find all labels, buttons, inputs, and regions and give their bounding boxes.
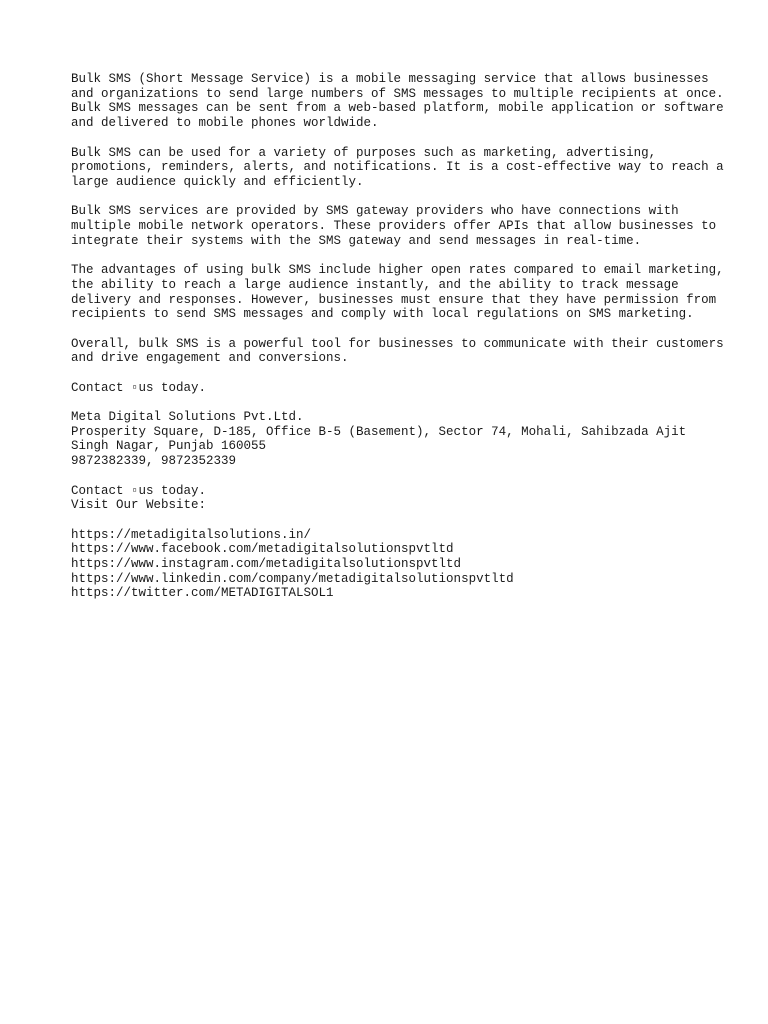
company-phones: 9872382339, 9872352339 (71, 454, 237, 469)
link-facebook[interactable]: https://www.facebook.com/metadigitalsolutionspvtltd (71, 542, 454, 557)
paragraph-advantages: The advantages of using bulk SMS include higher open rates compared to email marketing, the ability to reach a large audience instantly, and the ability to track message delivery and responses. However, businesses must ensure that they have permission from recipients to send SMS messages and comply with local regulations on SMS marketing. (71, 263, 732, 322)
link-instagram[interactable]: https://www.instagram.com/metadigitalsolutionspvtltd (71, 557, 462, 572)
paragraph-providers: Bulk SMS services are provided by SMS gateway providers who have connections with multiple mobile network operators. These providers offer APIs that allow businesses to integrate their systems with the SMS gateway and send messages in real-time. (71, 204, 724, 248)
contact-callout-2 (71, 484, 731, 513)
document-body (71, 72, 731, 601)
link-twitter[interactable]: https://twitter.com/METADIGITALSOL1 (71, 586, 334, 601)
link-list (71, 528, 731, 602)
contact-line: Contact ▫us today. (71, 483, 207, 498)
paragraph-overall: Overall, bulk SMS is a powerful tool for businesses to communicate with their customers and drive engagement and conversions. (71, 336, 732, 366)
link-linkedin[interactable]: https://www.linkedin.com/company/metadigitalsolutionspvtltd (71, 571, 514, 586)
contact-line: Contact ▫us today. (71, 380, 207, 395)
visit-website-label: Visit Our Website: (71, 498, 207, 513)
company-address-line-1: Prosperity Square, D-185, Office B-5 (Basement), Sector 74, Mohali, Sahibzada Ajit (71, 424, 687, 439)
company-address-line-2: Singh Nagar, Punjab 160055 (71, 439, 267, 454)
company-name: Meta Digital Solutions Pvt.Ltd. (71, 410, 304, 425)
paragraph-uses: Bulk SMS can be used for a variety of purposes such as marketing, advertising, promotions, reminders, alerts, and notifications. It is a cost-effective way to reach a large audience quickly and efficiently. (71, 145, 732, 189)
contact-callout-1 (71, 381, 731, 396)
company-info (71, 410, 731, 469)
paragraph-intro: Bulk SMS (Short Message Service) is a mobile messaging service that allows businesses and organizations to send large numbers of SMS messages to multiple recipients at once. Bulk SMS messages can be sent from a web-based platform, mobile application or software and delivered to mobile phones worldwide. (71, 72, 732, 131)
link-website[interactable]: https://metadigitalsolutions.in/ (71, 527, 312, 542)
